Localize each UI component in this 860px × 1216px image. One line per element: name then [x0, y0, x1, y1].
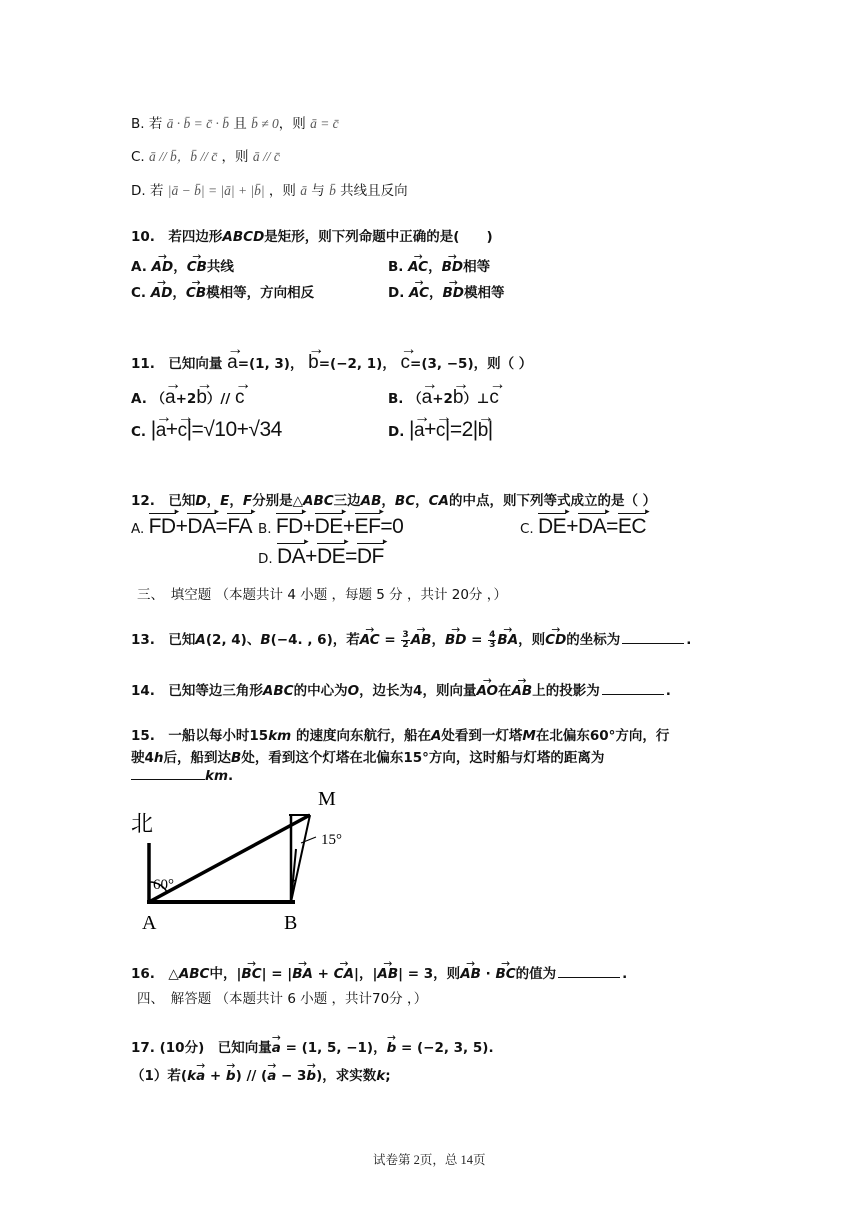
label-angle-a: 60°: [153, 877, 174, 893]
label-m: M: [318, 788, 336, 810]
q14: 14. 已知等边三角形ABC的中心为O，边长为4，则向量→ AO在→ AB上的投影为 .: [131, 679, 671, 699]
q9-option-c: C. ā // b̄，b̄ // c̄ ，则 ā // c̄: [131, 149, 280, 165]
q13: 13. 已知A(2, 4)、B(−4. , 6)，若→ AC = $\frac{3}{2}$ → AB，→ BD = $\frac{4}{3}$ → BA，则→ CD的坐标为 .: [131, 628, 691, 650]
q12-stem: 12. 已知D，E，F分别是△ABC三边AB，BC，CA的中点，则下列等式成立的是（ ）: [131, 493, 657, 509]
q17-part1: （1）若(k→ a + → b) // (→ a − 3→ b)，求实数k;: [131, 1064, 391, 1084]
q9-option-d: D. 若 |ā − b̄| = |ā| + |b̄| ，则 ā 与 b̄ 共线且反向: [131, 183, 408, 199]
q12-option-c: C. DE ▸+DA ▸=EC ▸: [520, 515, 646, 539]
q9-option-b: B. 若 ā · b̄ = c̄ · b̄ 且 b̄ ≠ 0，则 ā = c̄: [131, 116, 339, 132]
q15-line1: 15. 一船以每小时15km 的速度向东航行，船在A处看到一灯塔M在北偏东60°方向，行: [131, 728, 670, 744]
page-footer: 试卷第 2页，总 14页: [373, 1153, 486, 1167]
q10-option-a: A. → AD，→ CB共线: [131, 255, 234, 275]
label-north: 北: [131, 811, 154, 836]
section-3-heading: 三、 填空题 （本题共计 4 小题 ，每题 5 分 ，共计 20分 ，）: [137, 587, 507, 603]
q10-option-b: B. → AC，→ BD相等: [388, 255, 490, 275]
line-bm: [291, 815, 310, 902]
q11-option-d: D. |→ a+→ c|=2|→ b|: [388, 418, 493, 442]
q17-stem: 17. (10分) 已知向量→ a = (1, 5, −1)，→ b = (−2, 3, 5).: [131, 1036, 494, 1056]
label-a: A: [142, 912, 157, 934]
q16: 16. △ABC中，|→ BC| = |→ BA + → CA|，|→ AB| = 3，则→ AB · → BC的值为 .: [131, 962, 627, 982]
q11-option-b: B. （→ a+2→ b）⊥→ c: [388, 387, 499, 409]
q10-option-c: C. → AD，→ CB模相等，方向相反: [131, 281, 314, 301]
q11-option-a: A. （→ a+2→ b）// → c: [131, 387, 244, 409]
q12-option-b: B. FD ▸+DE ▸+EF ▸=0: [258, 515, 403, 539]
section-4-heading: 四、 解答题 （本题共计 6 小题 ，共计70分 ，）: [137, 991, 428, 1007]
q12-option-a: A. FD ▸+DA ▸=FA ▸: [131, 515, 252, 539]
q11-stem: 11. 已知向量 → a=(1, 3)， → b=(−2, 1)， → c=(3, −5)，则（ ）: [131, 352, 532, 374]
label-angle-b: 15°: [321, 832, 342, 848]
label-b: B: [284, 912, 298, 934]
q10-stem: 10. 若四边形ABCD是矩形，则下列命题中正确的是( ): [131, 229, 493, 245]
q15-figure: [125, 785, 385, 940]
q12-option-d: D. DA ▸+DE ▸=DF ▸: [258, 545, 384, 569]
q15-line2: 驶4h后，船到达B处，看到这个灯塔在北偏东15°方向，这时船与灯塔的距离为: [131, 750, 605, 766]
q11-option-c: C. |→ a+→ c|=√10+√34: [131, 418, 282, 442]
q15-line3: km.: [131, 768, 233, 784]
q10-option-d: D. → AC，→ BD模相等: [388, 281, 505, 301]
